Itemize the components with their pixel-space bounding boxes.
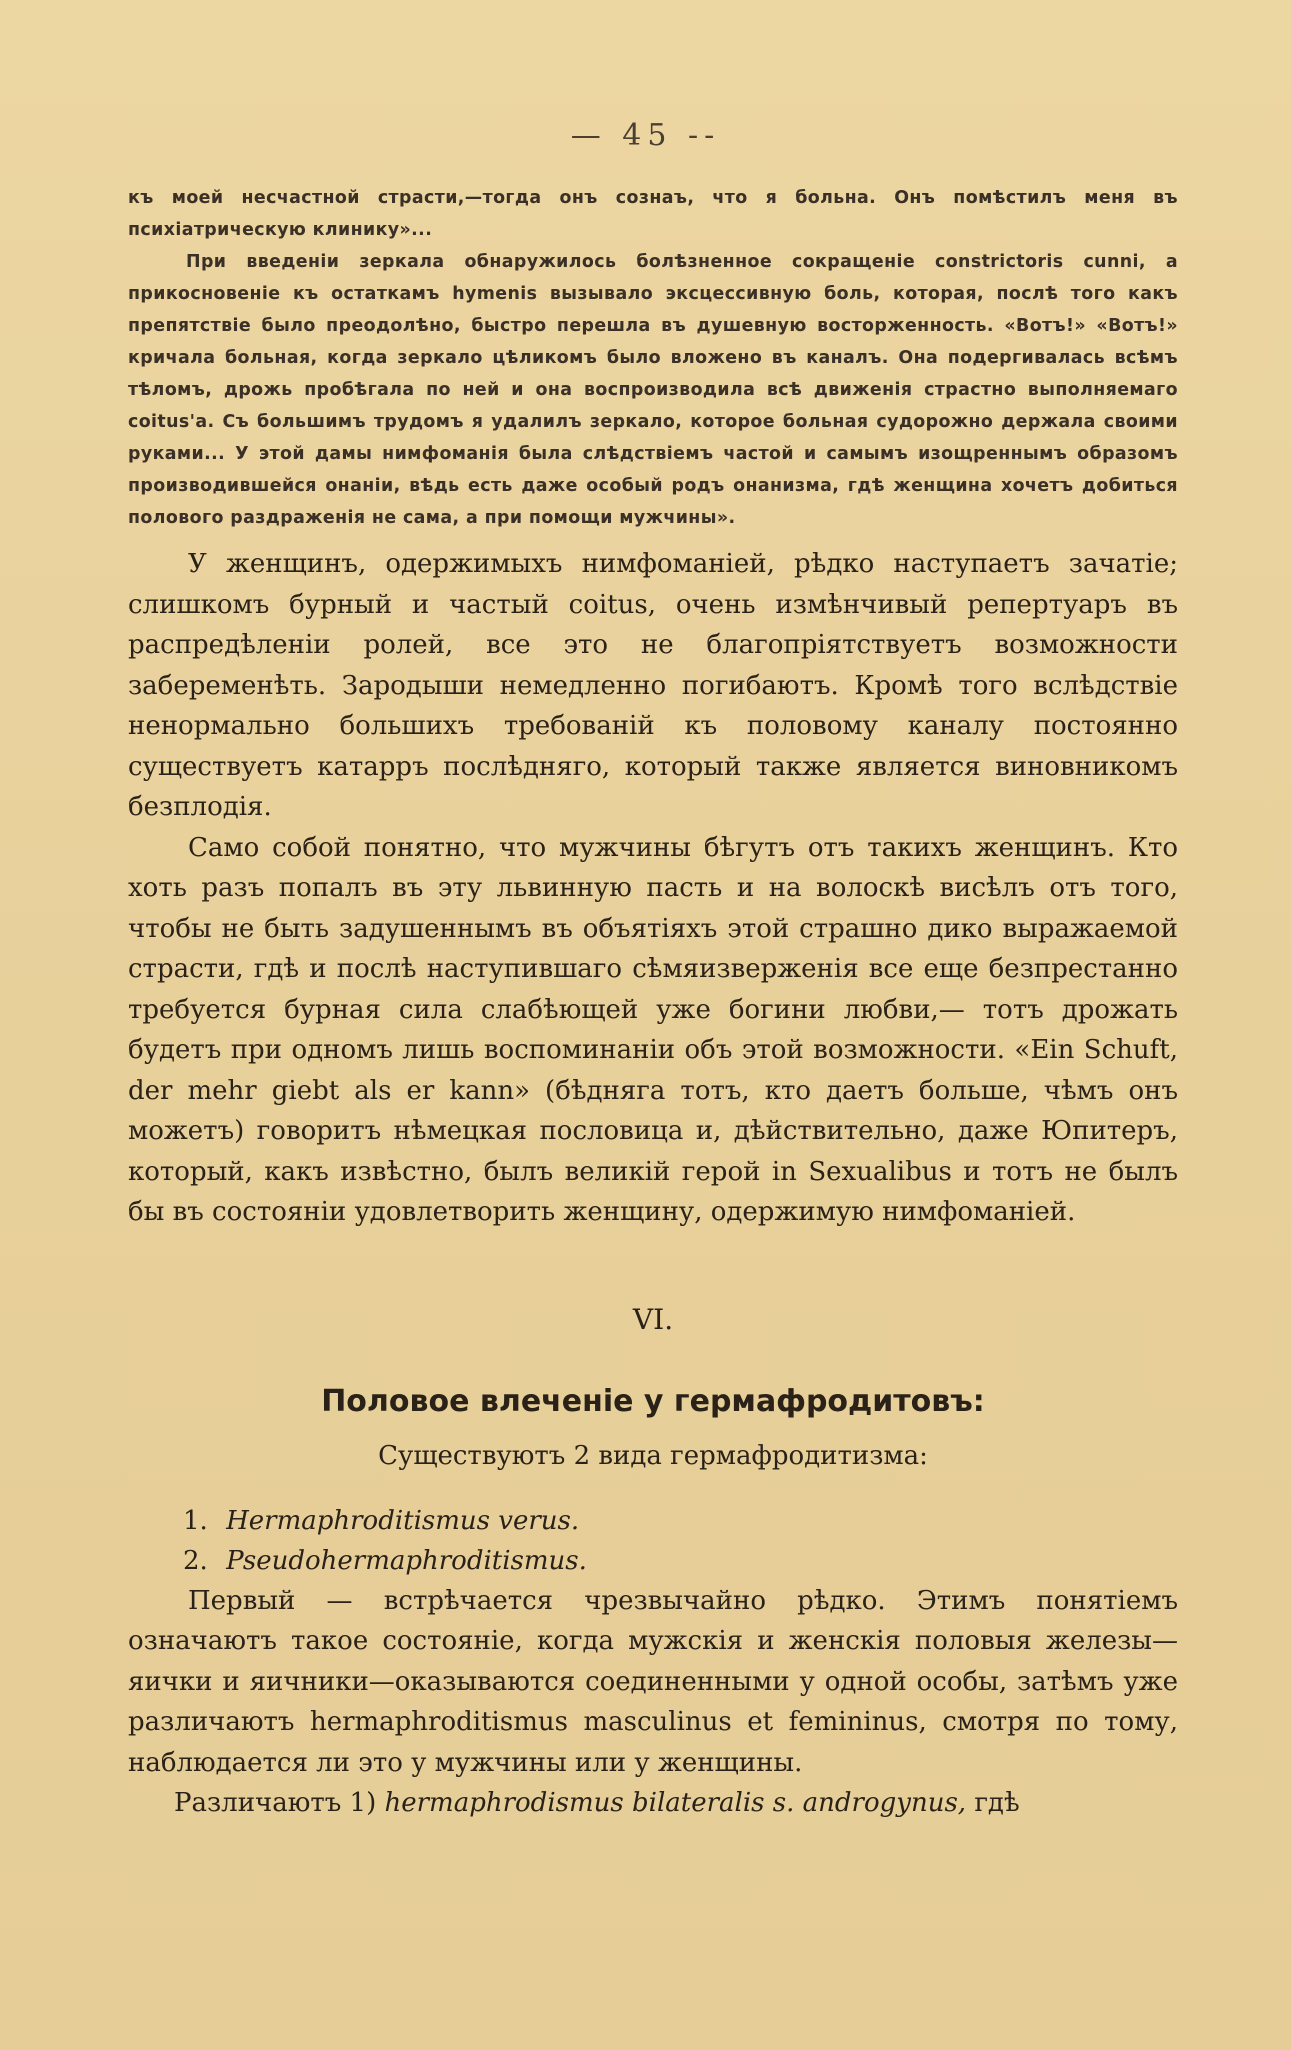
quoted-passage [128,182,1178,534]
paragraph-italic-term: hermaphrodismus bilateralis s. androgynus, [384,1788,967,1818]
main-text [128,544,1178,1233]
page-content [128,182,1178,1824]
list-item-text: Hermaphroditismus verus. [226,1505,580,1536]
quote-paragraph-2: При введеніи зеркала обнаружилось болѣзненное сокращеніе constrictoris cunni, а прикосновеніе къ остаткамъ hymenis вызывало эксцессивную боль, которая, послѣ того какъ препятствіе было преодолѣно, быстро перешла въ душевную восторженность. «Вотъ!» «Вотъ!» кричала больная, когда зеркало цѣликомъ было вложено въ каналъ. Она подергивалась всѣмъ тѣломъ, дрожь пробѣгала по ней и она воспроизводила всѣ движенія страстно выполняемаго coitus'a. Съ большимъ трудомъ я удалилъ зеркало, которое больная судорожно держала своими руками... У этой дамы нимфоманія была слѣдствіемъ частой и самымъ изощреннымъ образомъ производившейся онаніи, вѣдь есть даже особый родъ онанизма, гдѣ женщина хочетъ добиться полового раздраженія не сама, а при помощи мужчины». [128,252,1178,528]
list-item-number: 2. [183,1545,208,1576]
section-heading: Половое влеченіе у гермафродитовъ: [321,1383,985,1419]
paragraph-start: Различаютъ 1) [174,1788,377,1818]
list-item [183,1501,1178,1541]
page-number: — 45 -- [570,118,721,153]
paragraph-end: гдѣ [974,1788,1020,1818]
list-item-number: 1. [183,1505,208,1536]
list-item [183,1541,1178,1581]
quote-paragraph-1: къ моей несчастной страсти,—тогда онъ сознаъ, что я больна. Онъ помѣстилъ меня въ психіатрическую клинику»... [128,188,1178,240]
body-paragraph-1: У женщинъ, одержимыхъ нимфоманіей, рѣдко наступаетъ зачатіе; слишкомъ бурный и частый coitus, очень измѣнчивый репертуаръ въ распредѣленіи ролей, все это не благопріятствуетъ возможности забеременѣть. Зародыши немедленно погибаютъ. Кромѣ того вслѣдствіе ненормально большихъ требованій къ половому каналу постоянно существуетъ катарръ послѣдняго, который также является виновникомъ безплодія. [128,549,1178,822]
section-paragraph-2 [128,1783,1178,1824]
types-list [128,1501,1178,1581]
list-item-text: Pseudohermaphroditismus. [226,1545,587,1576]
section-subheading: Существуютъ 2 вида гермафродитизма: [378,1440,928,1471]
section-paragraph-1: Первый — встрѣчается чрезвычайно рѣдко. Этимъ понятіемъ означаютъ такое состояніе, когда мужскія и женскія половыя железы— яички и яичники—оказываются соединенными у одной особы, затѣмъ уже различаютъ hermaphroditismus masculinus et femininus, смотря по тому, наблюдается ли это у мужчины или у женщины. [128,1585,1178,1778]
section-number: VI. [632,1302,674,1336]
body-paragraph-2: Само собой понятно, что мужчины бѣгутъ отъ такихъ женщинъ. Кто хоть разъ попалъ въ эту львинную пасть и на волоскѣ висѣлъ отъ того, чтобы не быть задушеннымъ въ объятіяхъ этой страшно дико выражаемой страсти, гдѣ и послѣ наступившаго сѣмяизверженія все еще безпрестанно требуется бурная сила слабѣющей уже богини любви,— тотъ дрожать будетъ при одномъ лишь воспоминаніи объ этой возможности. «Ein Schuft, der mehr giebt als er kann» (бѣдняга тотъ, кто даетъ больше, чѣмъ онъ можетъ) говоритъ нѣмецкая пословица и, дѣйствительно, даже Юпитеръ, который, какъ извѣстно, былъ великій герой in Sexualibus и тотъ не былъ бы въ состояніи удовлетворить женщину, одержимую нимфоманіей. [128,832,1178,1227]
section-text [128,1581,1178,1824]
